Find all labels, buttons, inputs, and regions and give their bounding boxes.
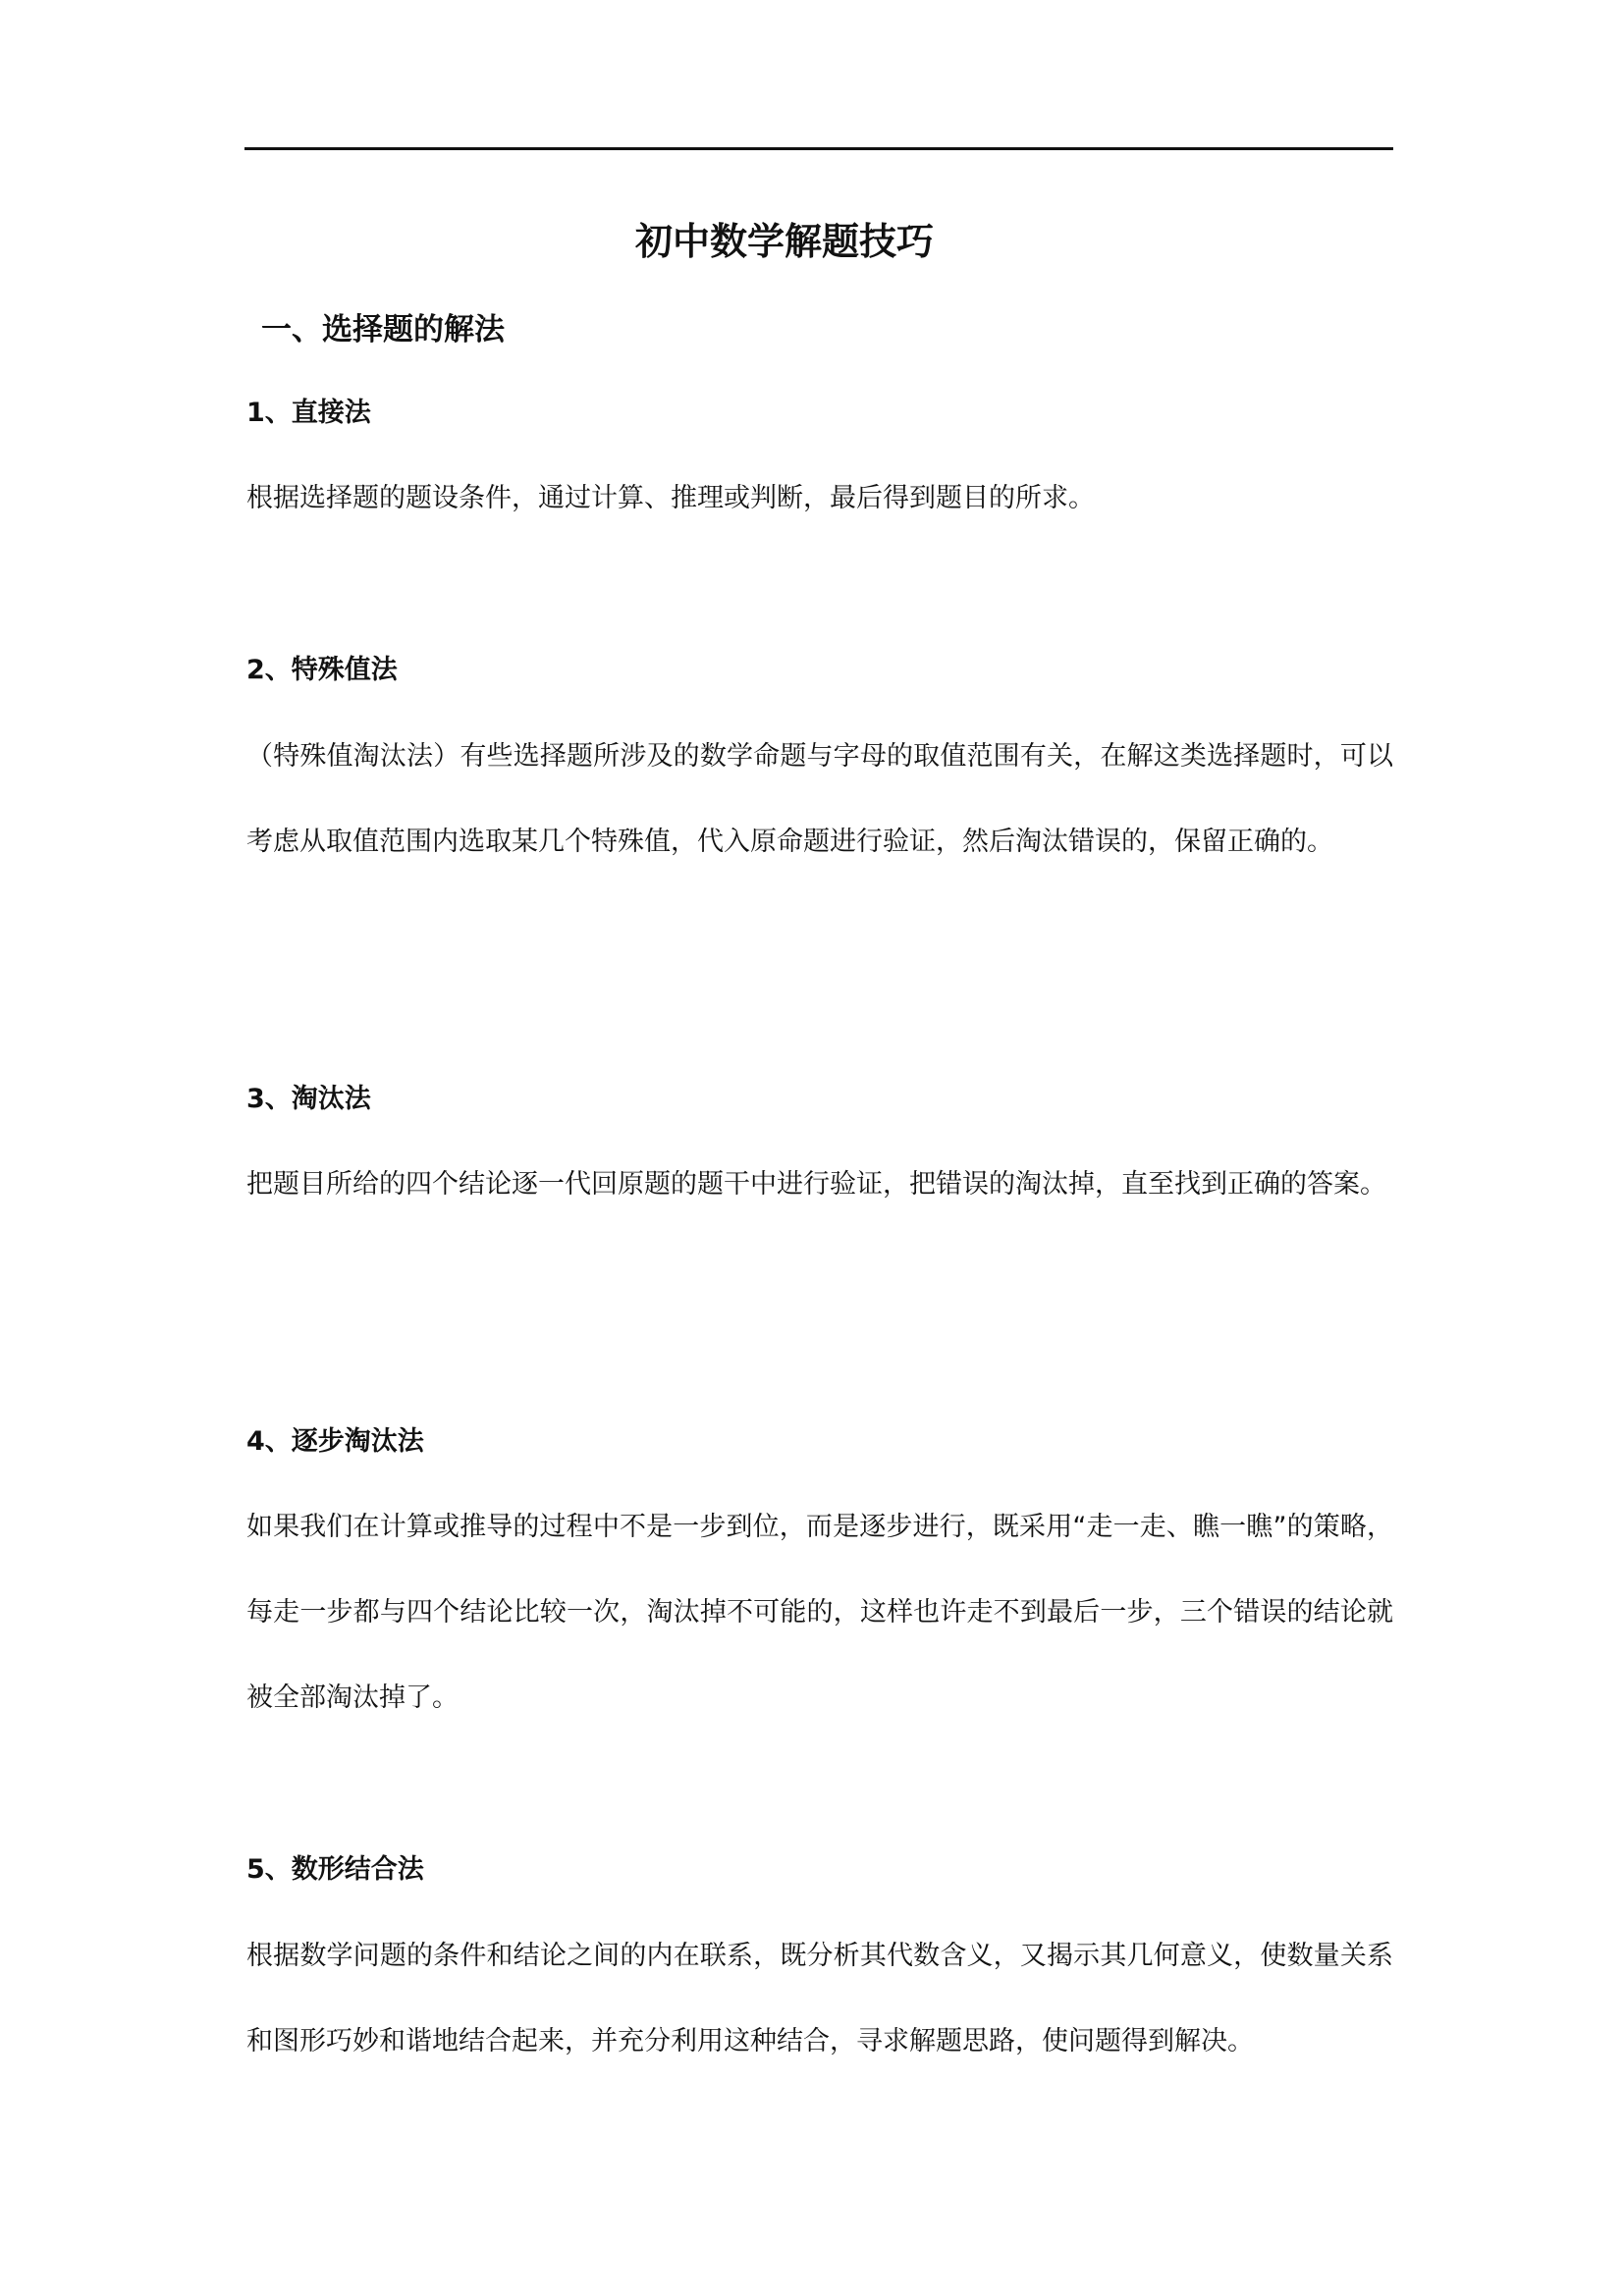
section-heading-elimination-method: 3、淘汰法: [246, 1084, 371, 1114]
header-rule: [244, 147, 1393, 150]
document-title: 初中数学解题技巧: [634, 220, 934, 263]
section-body-elimination-method: 把题目所给的四个结论逐一代回原题的题干中进行验证，把错误的淘汰掉，直至找到正确的答案。: [246, 1169, 1386, 1200]
section-body-direct-method: 根据选择题的题设条件，通过计算、推理或判断，最后得到题目的所求。: [246, 483, 1095, 513]
section-heading-special-value-method: 2、特殊值法: [246, 655, 398, 685]
part-heading: 一、选择题的解法: [261, 312, 505, 347]
section-body-stepwise-elimination-method: 如果我们在计算或推导的过程中不是一步到位，而是逐步进行，既采用“走一走、瞧一瞧”的策略，每走一步都与四个结论比较一次，淘汰掉不可能的，这样也许走不到最后一步，三个错误的结论就被全部淘汰掉了。: [246, 1512, 1393, 1713]
section-heading-stepwise-elimination-method: 4、逐步淘汰法: [246, 1426, 424, 1457]
section-body-number-shape-method: 根据数学问题的条件和结论之间的内在联系，既分析其代数含义，又揭示其几何意义，使数量关系和图形巧妙和谐地结合起来，并充分利用这种结合，寻求解题思路，使问题得到解决。: [246, 1941, 1393, 2056]
section-heading-direct-method: 1、直接法: [246, 398, 371, 428]
section-body-special-value-method: （特殊值淘汰法）有些选择题所涉及的数学命题与字母的取值范围有关，在解这类选择题时，可以考虑从取值范围内选取某几个特殊值，代入原命题进行验证，然后淘汰错误的，保留正确的。: [246, 741, 1393, 857]
section-heading-number-shape-method: 5、数形结合法: [246, 1854, 424, 1885]
